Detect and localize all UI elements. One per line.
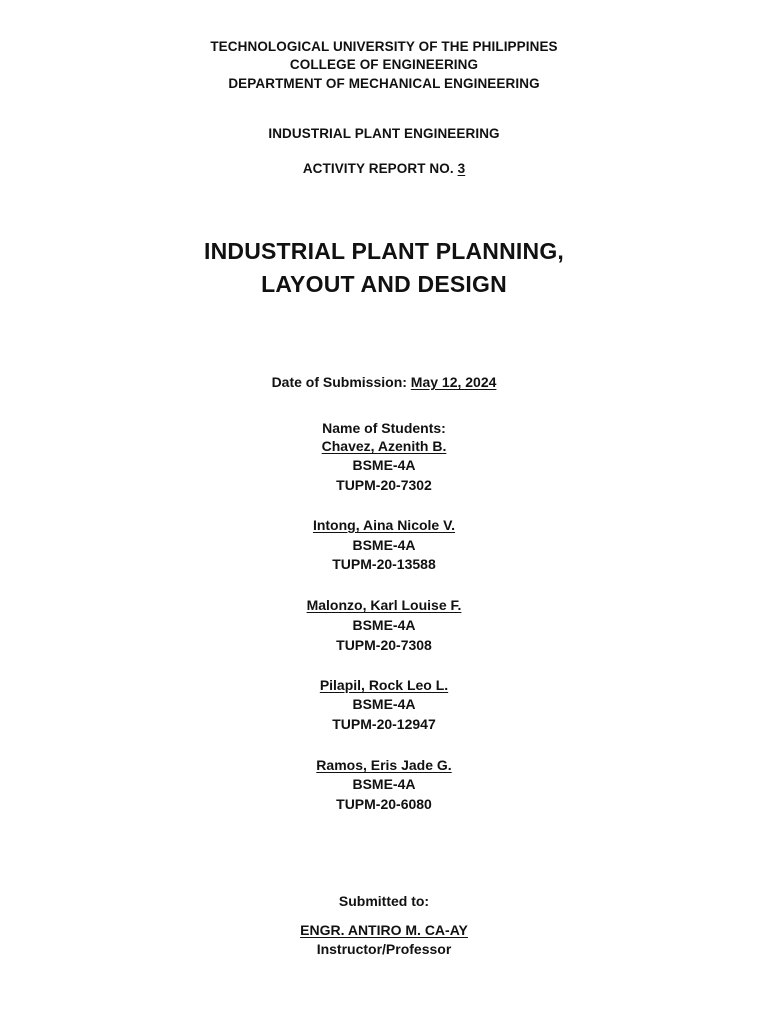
student-section: BSME-4A: [352, 776, 416, 792]
college-name: COLLEGE OF ENGINEERING: [289, 57, 479, 72]
activity-number: 3: [457, 161, 466, 176]
student-id: TUPM-20-6080: [336, 796, 432, 812]
student-name: Intong, Aina Nicole V.: [312, 517, 456, 533]
submitted-to-label: Submitted to:: [338, 893, 430, 909]
university-name: TECHNOLOGICAL UNIVERSITY OF THE PHILIPPINES: [210, 39, 558, 54]
student-id: TUPM-20-7302: [336, 477, 432, 493]
instructor-name: ENGR. ANTIRO M. CA-AY: [300, 922, 468, 938]
student-name: Chavez, Azenith B.: [321, 438, 447, 454]
report-title-line-2: LAYOUT AND DESIGN: [261, 271, 507, 297]
activity-label: ACTIVITY REPORT NO.: [302, 161, 458, 176]
activity-report: [0, 161, 768, 176]
student-id: TUPM-20-7308: [336, 637, 432, 653]
submission-date-line: [0, 374, 768, 390]
student-name: Malonzo, Karl Louise F.: [306, 597, 462, 613]
student-section: BSME-4A: [352, 617, 416, 633]
student-id: TUPM-20-13588: [332, 556, 436, 572]
student-id: TUPM-20-12947: [332, 716, 436, 732]
student-section: BSME-4A: [352, 696, 416, 712]
course-name: INDUSTRIAL PLANT ENGINEERING: [268, 126, 500, 141]
submission-date: May 12, 2024: [410, 374, 497, 390]
students-label: Name of Students:: [322, 420, 446, 436]
report-title-line-1: INDUSTRIAL PLANT PLANNING,: [204, 238, 564, 264]
student-section: BSME-4A: [352, 457, 416, 473]
student-section: BSME-4A: [352, 537, 416, 553]
department-name: DEPARTMENT OF MECHANICAL ENGINEERING: [228, 76, 540, 91]
student-name: Ramos, Eris Jade G.: [316, 757, 452, 773]
instructor-role: Instructor/Professor: [316, 941, 452, 957]
student-name: Pilapil, Rock Leo L.: [319, 677, 449, 693]
submission-label: Date of Submission:: [271, 374, 411, 390]
